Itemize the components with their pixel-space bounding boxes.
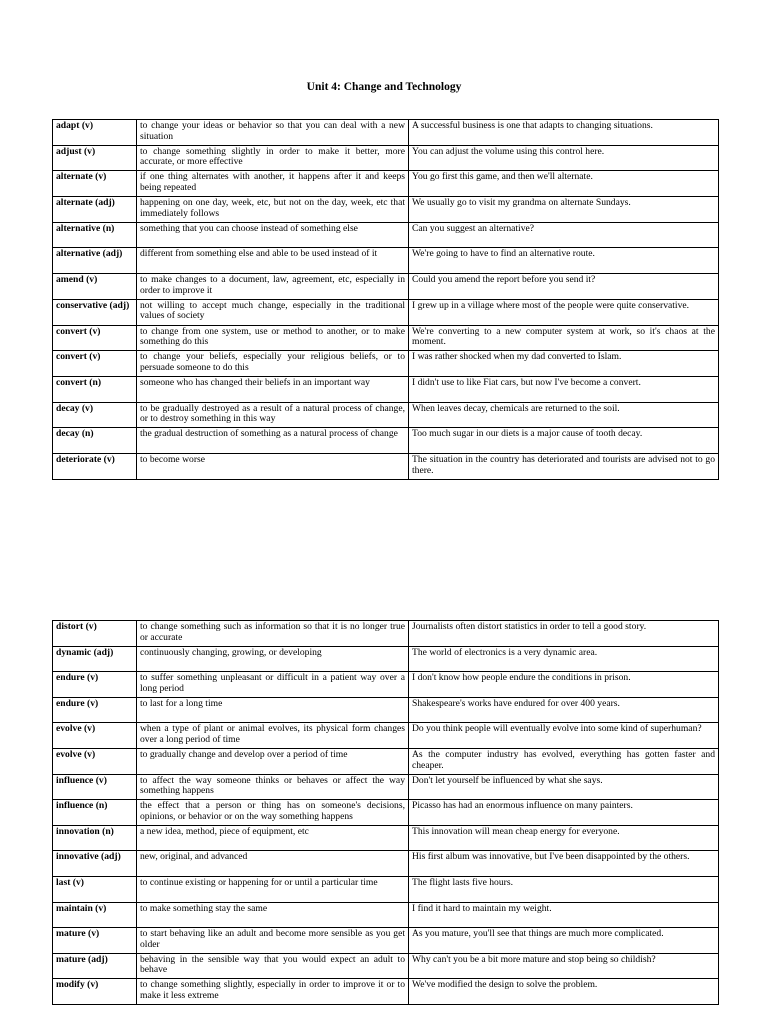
vocab-row [53, 299, 719, 325]
vocab-definition: a new idea, method, piece of equipment, etc [137, 825, 409, 851]
vocab-example: The world of electronics is a very dynamic area. [409, 646, 719, 672]
vocab-word: alternate (adj) [53, 197, 137, 223]
vocab-example: Don't let yourself be influenced by what she says. [409, 774, 719, 800]
vocab-row [53, 774, 719, 800]
vocab-definition: to start behaving like an adult and become more sensible as you get older [137, 928, 409, 954]
vocab-word: decay (n) [53, 428, 137, 454]
vocab-row [53, 376, 719, 402]
vocab-definition: to change from one system, use or method to another, or to make something do this [137, 325, 409, 351]
vocabulary-table-1-body [53, 120, 719, 480]
vocab-example: Do you think people will eventually evolve into some kind of superhuman? [409, 723, 719, 749]
vocab-definition: the effect that a person or thing has on someone's decisions, opinions, or behavior or on the way something happens [137, 800, 409, 826]
vocab-word: maintain (v) [53, 902, 137, 928]
vocab-row [53, 120, 719, 146]
vocab-example: I was rather shocked when my dad converted to Islam. [409, 351, 719, 377]
vocab-definition: the gradual destruction of something as a natural process of change [137, 428, 409, 454]
vocab-word: evolve (v) [53, 723, 137, 749]
vocab-word: conservative (adj) [53, 299, 137, 325]
page-title: Unit 4: Change and Technology [306, 81, 462, 93]
vocab-example: As you mature, you'll see that things are much more complicated. [409, 928, 719, 954]
vocab-example: Too much sugar in our diets is a major cause of tooth decay. [409, 428, 719, 454]
vocab-word: modify (v) [53, 979, 137, 1005]
vocab-example: I find it hard to maintain my weight. [409, 902, 719, 928]
vocab-word: mature (adj) [53, 953, 137, 979]
vocab-word: influence (n) [53, 800, 137, 826]
vocab-definition: to suffer something unpleasant or difficult in a patient way over a long period [137, 672, 409, 698]
vocab-row [53, 825, 719, 851]
vocab-example: I don't know how people endure the conditions in prison. [409, 672, 719, 698]
vocab-definition: when a type of plant or animal evolves, its physical form changes over a long period of time [137, 723, 409, 749]
vocab-row [53, 800, 719, 826]
vocab-definition: not willing to accept much change, especially in the traditional values of society [137, 299, 409, 325]
vocab-word: endure (v) [53, 672, 137, 698]
vocab-word: alternate (v) [53, 171, 137, 197]
vocabulary-table-2 [52, 620, 719, 1005]
vocab-definition: happening on one day, week, etc, but not on the day, week, etc that immediately follows [137, 197, 409, 223]
vocabulary-table-2-body [53, 621, 719, 1005]
vocab-word: adjust (v) [53, 145, 137, 171]
vocab-example: His first album was innovative, but I've been disappointed by the others. [409, 851, 719, 877]
vocab-word: endure (v) [53, 697, 137, 723]
vocab-word: distort (v) [53, 621, 137, 647]
vocab-example: The flight lasts five hours. [409, 876, 719, 902]
vocab-row [53, 325, 719, 351]
vocab-row [53, 672, 719, 698]
vocab-definition: to continue existing or happening for or until a particular time [137, 876, 409, 902]
vocab-row [53, 351, 719, 377]
vocab-example: Picasso has had an enormous influence on many painters. [409, 800, 719, 826]
vocab-definition: continuously changing, growing, or developing [137, 646, 409, 672]
vocab-row [53, 453, 719, 479]
vocab-example: Can you suggest an alternative? [409, 222, 719, 248]
vocab-row [53, 248, 719, 274]
vocab-definition: to change something slightly in order to make it better, more accurate, or more effective [137, 145, 409, 171]
vocab-definition: new, original, and advanced [137, 851, 409, 877]
vocab-word: influence (v) [53, 774, 137, 800]
vocab-word: evolve (v) [53, 748, 137, 774]
vocab-example: We're going to have to find an alternative route. [409, 248, 719, 274]
vocab-word: mature (v) [53, 928, 137, 954]
vocab-definition: to affect the way someone thinks or behaves or affect the way something happens [137, 774, 409, 800]
vocab-definition: to change something such as information so that it is no longer true or accurate [137, 621, 409, 647]
vocab-word: innovative (adj) [53, 851, 137, 877]
vocab-word: innovation (n) [53, 825, 137, 851]
vocab-row [53, 851, 719, 877]
vocab-word: decay (v) [53, 402, 137, 428]
vocab-definition: different from something else and able to be used instead of it [137, 248, 409, 274]
vocab-row [53, 876, 719, 902]
vocab-definition: to make changes to a document, law, agreement, etc, especially in order to improve it [137, 274, 409, 300]
vocab-row [53, 145, 719, 171]
vocab-row [53, 274, 719, 300]
vocab-row [53, 748, 719, 774]
vocab-example: I grew up in a village where most of the people were quite conservative. [409, 299, 719, 325]
vocab-example: We've modified the design to solve the problem. [409, 979, 719, 1005]
vocab-row [53, 428, 719, 454]
vocab-word: alternative (n) [53, 222, 137, 248]
vocab-word: alternative (adj) [53, 248, 137, 274]
vocab-example: As the computer industry has evolved, everything has gotten faster and cheaper. [409, 748, 719, 774]
vocab-word: amend (v) [53, 274, 137, 300]
vocab-example: Could you amend the report before you send it? [409, 274, 719, 300]
vocab-word: last (v) [53, 876, 137, 902]
vocab-word: adapt (v) [53, 120, 137, 146]
vocab-example: Shakespeare's works have endured for over 400 years. [409, 697, 719, 723]
vocab-example: We usually go to visit my grandma on alternate Sundays. [409, 197, 719, 223]
vocab-row [53, 697, 719, 723]
vocab-example: Why can't you be a bit more mature and stop being so childish? [409, 953, 719, 979]
vocab-definition: to last for a long time [137, 697, 409, 723]
vocab-word: deteriorate (v) [53, 453, 137, 479]
vocab-example: The situation in the country has deteriorated and tourists are advised not to go there. [409, 453, 719, 479]
vocab-row [53, 902, 719, 928]
vocab-definition: to gradually change and develop over a period of time [137, 748, 409, 774]
vocab-row [53, 723, 719, 749]
vocab-example: Journalists often distort statistics in order to tell a good story. [409, 621, 719, 647]
vocab-word: dynamic (adj) [53, 646, 137, 672]
vocab-row [53, 953, 719, 979]
vocab-row [53, 171, 719, 197]
vocabulary-table-1 [52, 119, 719, 480]
vocab-word: convert (v) [53, 351, 137, 377]
vocab-row [53, 621, 719, 647]
vocab-example: You go first this game, and then we'll alternate. [409, 171, 719, 197]
vocab-row [53, 197, 719, 223]
vocab-example: We're converting to a new computer system at work, so it's chaos at the moment. [409, 325, 719, 351]
vocab-definition: to make something stay the same [137, 902, 409, 928]
vocab-row [53, 222, 719, 248]
vocab-word: convert (n) [53, 376, 137, 402]
vocab-definition: behaving in the sensible way that you would expect an adult to behave [137, 953, 409, 979]
vocab-word: convert (v) [53, 325, 137, 351]
vocab-definition: someone who has changed their beliefs in an important way [137, 376, 409, 402]
vocab-definition: to be gradually destroyed as a result of a natural process of change, or to destroy something in this way [137, 402, 409, 428]
vocab-example: This innovation will mean cheap energy for everyone. [409, 825, 719, 851]
vocab-definition: if one thing alternates with another, it happens after it and keeps being repeated [137, 171, 409, 197]
vocab-example: You can adjust the volume using this control here. [409, 145, 719, 171]
vocab-definition: something that you can choose instead of something else [137, 222, 409, 248]
vocab-example: I didn't use to like Fiat cars, but now I've become a convert. [409, 376, 719, 402]
vocab-row [53, 928, 719, 954]
vocab-definition: to change your ideas or behavior so that you can deal with a new situation [137, 120, 409, 146]
vocab-row [53, 979, 719, 1005]
vocab-row [53, 402, 719, 428]
vocab-example: When leaves decay, chemicals are returned to the soil. [409, 402, 719, 428]
vocab-definition: to change your beliefs, especially your religious beliefs, or to persuade someone to do this [137, 351, 409, 377]
vocab-row [53, 646, 719, 672]
vocab-example: A successful business is one that adapts to changing situations. [409, 120, 719, 146]
vocab-definition: to change something slightly, especially in order to improve it or to make it less extreme [137, 979, 409, 1005]
vocab-definition: to become worse [137, 453, 409, 479]
